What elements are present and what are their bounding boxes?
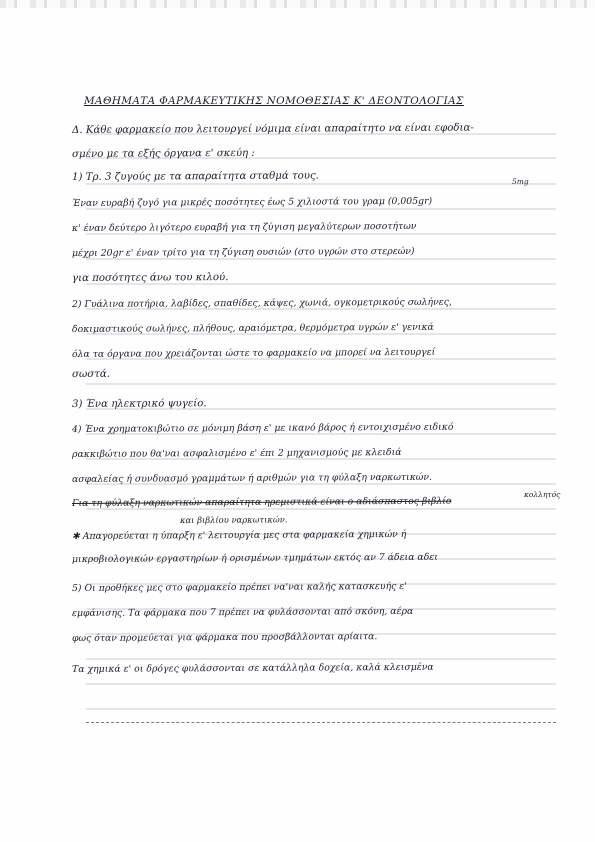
- item-2-line-2: δοκιμαστικούς σωλήνες, πλήθους, αραιόμετρα, θερμόμετρα υγρών ε' γενικά: [71, 321, 434, 335]
- item-1-line-1: 1) Τρ. 3 ζυγούς με τα απαραίτητα σταθμά τους.: [71, 170, 319, 183]
- item-5-line-2: εμφάνισης. Τα φάρμακα που 7 πρέπει να φυλάσσονται από σκόνη, αέρα: [71, 605, 414, 619]
- scan-artifact-bottom: [86, 722, 556, 724]
- para-d-line-2: σμένο με τα εξής όργανα ε' σκεύη :: [71, 147, 255, 160]
- item-1-line-5: για ποσότητες άνω του κιλού.: [71, 272, 229, 284]
- item-4-line-5: και βιβλίου ναρκωτικών.: [179, 514, 288, 525]
- item-4-line-2: ρακκιβώτιο που θα'ναι ασφαλισμένο ε' έπι 2 μηχανισμούς με κλειδιά: [71, 446, 402, 460]
- item-1-line-2: Έναν ευραβή ζυγό για μικρές ποσότητες έως 5 χιλιοστά του γραμ (0,005gr): [71, 195, 433, 209]
- item-1-line-4: μέχρι 20gr ε' έναν τρίτο για τη ζύγιση ουσιών (στο υγρών στο στερεών): [71, 245, 415, 259]
- para-d-line-1: Δ. Κάθε φαρμακείο που λειτουργεί νόμιμα είναι απαραίτητο να είναι εφοδια-: [71, 122, 474, 136]
- item-4-line-3: ασφαλείας ή συνδυασμό γραμμάτων ή αριθμών για τη φύλαξη ναρκωτικών.: [71, 471, 433, 485]
- item-star-line-1-text: Απαγορεύεται η ύπαρξη ε' λειτουργία μες στα φαρμακεία χημικών ή: [82, 528, 407, 542]
- item-2-line-3: όλα τα όργανα που χρειάζονται ώστε το φαρμακείο να μπορεί να λειτουργεί: [71, 346, 436, 360]
- item-5-line-1: 5) Οι προθήκες μες στο φαρμακείο πρέπει να'ναι καλής κατασκευής ε': [71, 580, 407, 594]
- item-3-line-1: 3) Ένα ηλεκτρικό ψυγείο.: [71, 398, 207, 410]
- item-1-note-5mg: 5mg: [512, 177, 529, 186]
- item-1-line-3: κ' έναν δεύτερο λιγότερο ευραβή για τη ζύγιση μεγαλύτερων ποσοτήτων: [71, 220, 417, 234]
- item-4-line-1: 4) Ένα χρηματοκιβώτιο σε μόνιμη βάση ε' με ικανό βάρος ή εντοιχισμένο ειδικό: [71, 421, 454, 435]
- last-line-1: Τα χημικά ε' οι δρόγες φυλάσσονται σε κατάλληλα δοχεία, καλά κλεισμένα: [71, 661, 434, 675]
- item-star-line-2: μικροβιολογικών εργαστηρίων ή ορισμένων τμημάτων εκτός αν 7 άδεια αδει: [71, 551, 438, 565]
- item-2-line-4: σωστά.: [71, 368, 111, 380]
- item-4-annotation: κολλητός: [524, 490, 561, 499]
- bullet-star-icon: ✱: [71, 530, 83, 542]
- page-title: ΜΑΘΗΜΑΤΑ ΦΑΡΜΑΚΕΥΤΙΚΗΣ ΝΟΜΟΘΕΣΙΑΣ Κ' ΔΕΟΝΤΟΛΟΓΙΑΣ: [84, 95, 464, 107]
- item-5-line-3: φως όταν προμεύεται για φάρμακα που προσβάλλονται αρίαιτα.: [71, 631, 378, 644]
- item-2-line-1: 2) Γυάλινα ποτήρια, λαβίδες, σπαθίδες, κάψες, χωνιά, ογκομετρικούς σωλήνες,: [71, 296, 452, 310]
- item-4-line-4-text: Για τη φύλαξη ναρκωτικών απαραίτητα ηρεμιστικά είναι ο αδιάσπαστος βιβλίο: [71, 495, 452, 509]
